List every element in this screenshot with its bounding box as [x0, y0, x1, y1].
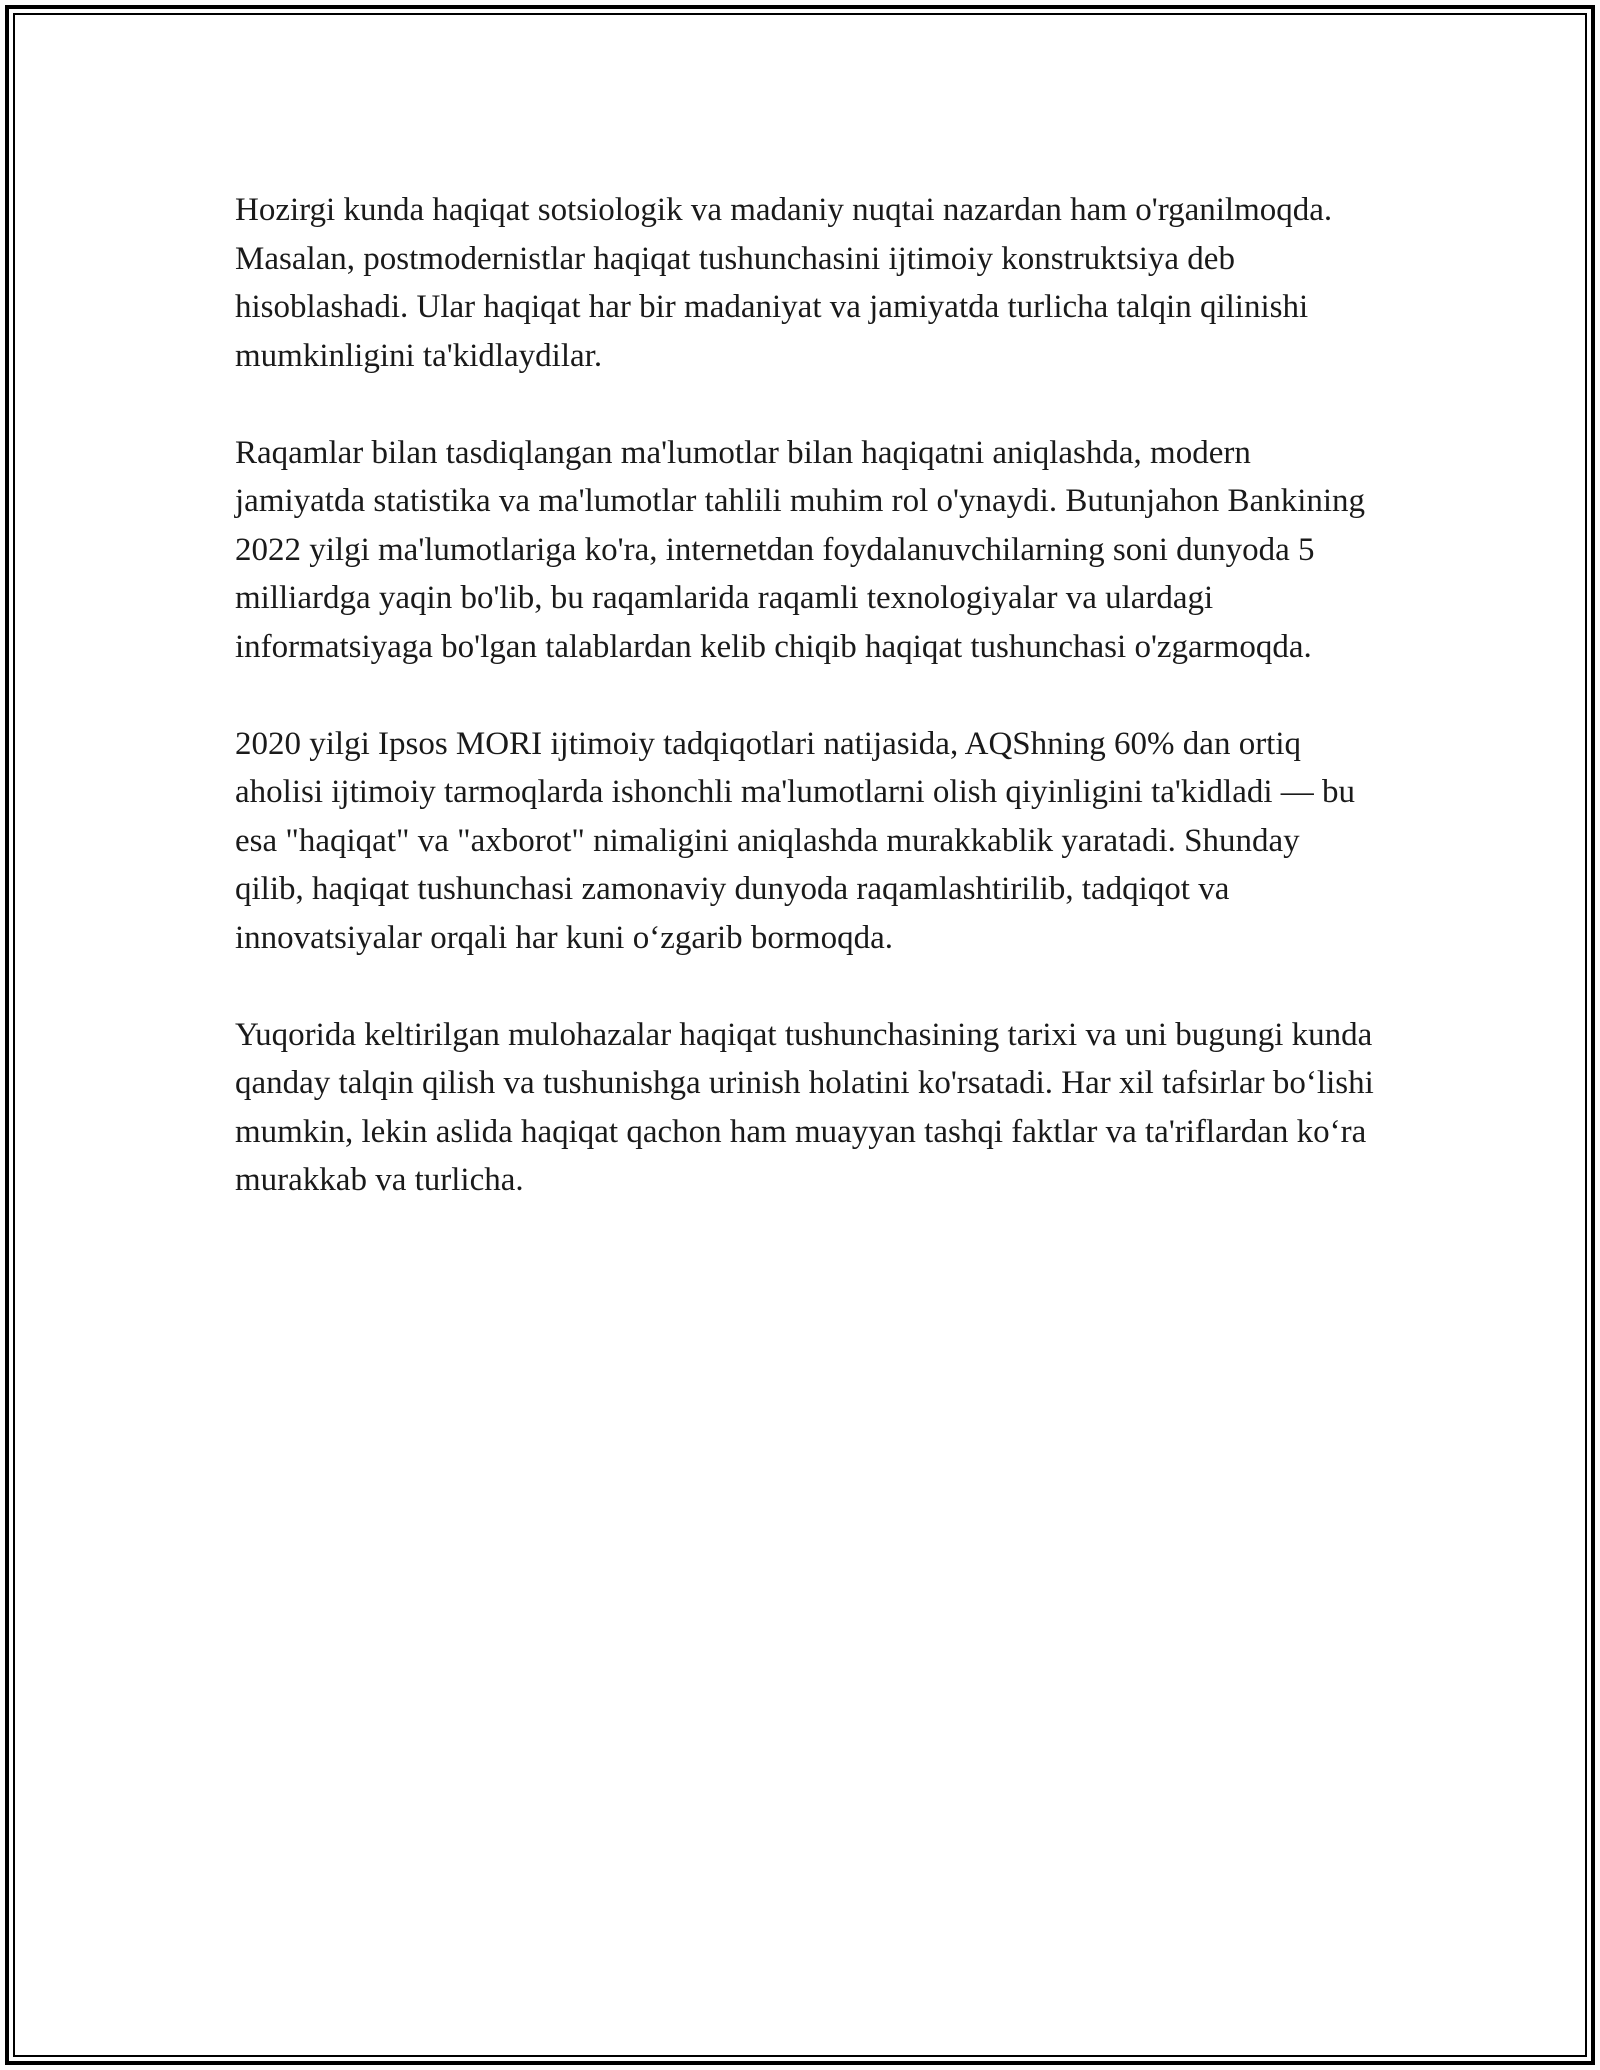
document-body [235, 186, 1375, 1253]
paragraph-1: Hozirgi kunda haqiqat sotsiologik va madaniy nuqtai nazardan ham o'rganilmoqda. Masalan, postmodernistlar haqiqat tushunchasini ijtimoiy konstruktsiya deb hisoblashadi. Ular haqiqat har bir madaniyat va jamiyatda turlicha talqin qilinishi mumkinligini ta'kidlaydilar. [235, 192, 1333, 374]
paragraph-3: 2020 yilgi Ipsos MORI ijtimoiy tadqiqotlari natijasida, AQShning 60% dan ortiq aholisi ijtimoiy tarmoqlarda ishonchli ma'lumotlarni olish qiyinligini ta'kidladi — bu esa "haqiqat" va "axborot" nimaligini aniqlashda murakkablik yaratadi. Shunday qilib, haqiqat tushunchasi zamonaviy dunyoda raqamlashtirilib, tadqiqot va innovatsiyalar orqali har kuni oʻzgarib bormoqda. [235, 725, 1356, 956]
paragraph-4: Yuqorida keltirilgan mulohazalar haqiqat tushunchasining tarixi va uni bugungi kunda qanday talqin qilish va tushunishga urinish holatini ko'rsatadi. Har xil tafsirlar boʻlishi mumkin, lekin aslida haqiqat qachon ham muayyan tashqi faktlar va ta'riflardan koʻra murakkab va turlicha. [235, 1016, 1374, 1198]
paragraph-2: Raqamlar bilan tasdiqlangan ma'lumotlar bilan haqiqatni aniqlashda, modern jamiyatda statistika va ma'lumotlar tahlili muhim rol o'ynaydi. Butunjahon Bankining 2022 yilgi ma'lumotlariga ko'ra, internetdan foydalanuvchilarning soni dunyoda 5 milliardga yaqin bo'lib, bu raqamlarida raqamli texnologiyalar va ulardagi informatsiyaga bo'lgan talablardan kelib chiqib haqiqat tushunchasi o'zgarmoqda. [235, 434, 1366, 665]
